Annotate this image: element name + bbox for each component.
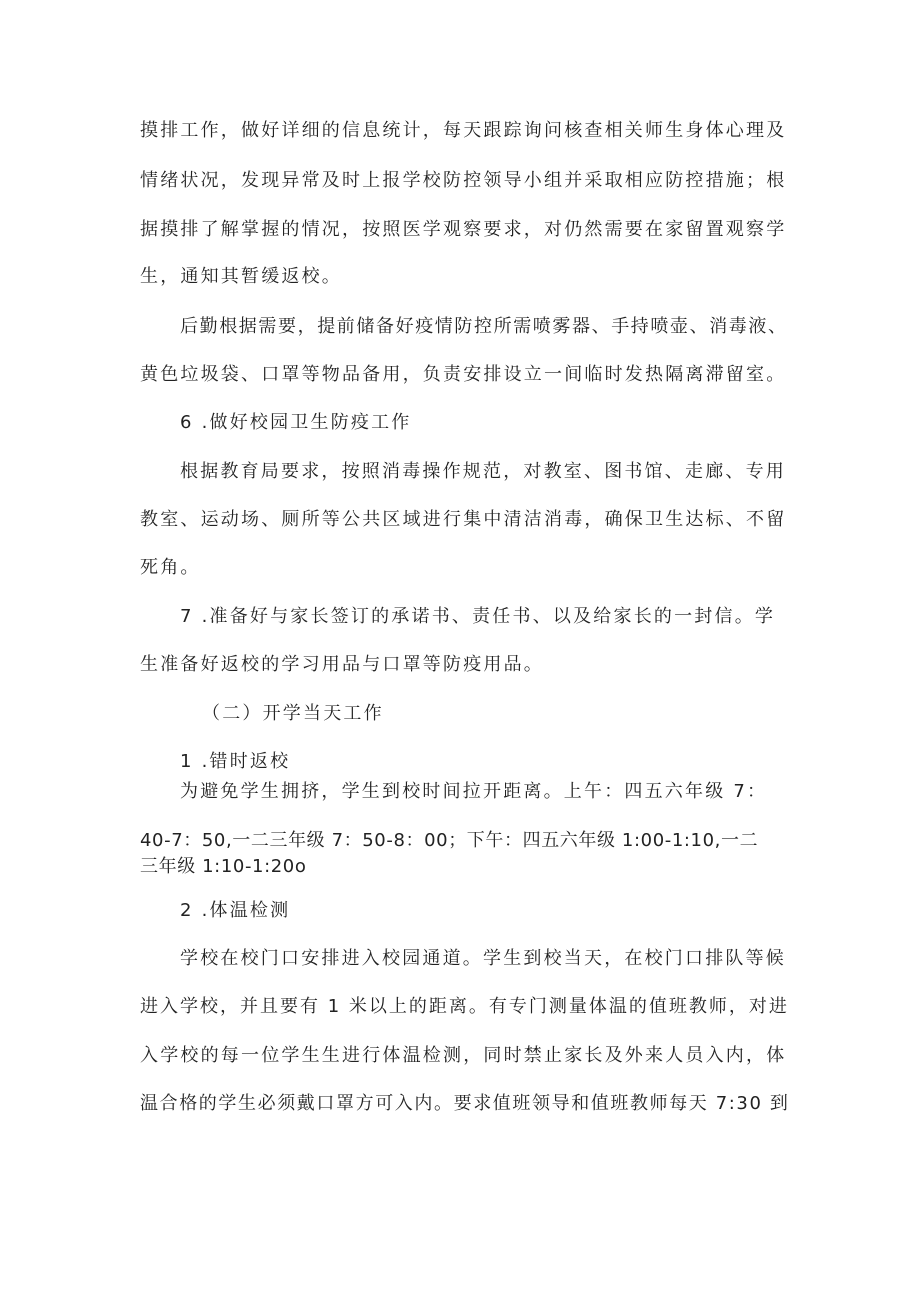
paragraph-line: 后勤根据需要，提前储备好疫情防控所需喷雾器、手持喷壶、消毒液、 <box>180 316 788 337</box>
section-heading: 1 .错时返校 <box>180 751 291 772</box>
paragraph-line: 黄色垃圾袋、口罩等物品备用，负责安排设立一间临时发热隔离滞留室。 <box>140 364 787 385</box>
paragraph-line: 温合格的学生必须戴口罩方可入内。要求值班领导和值班教师每天 7:30 到 <box>140 1093 790 1114</box>
paragraph-line: 死角。 <box>140 557 201 578</box>
paragraph-line: 7 .准备好与家长签订的承诺书、责任书、以及给家长的一封信。学 <box>180 606 776 627</box>
paragraph-line: 根据教育局要求，按照消毒操作规范，对教室、图书馆、走廊、专用 <box>180 461 786 482</box>
paragraph-line: 教室、运动场、厕所等公共区域进行集中清洁消毒，确保卫生达标、不留 <box>140 509 787 530</box>
section-heading: 6 .做好校园卫生防疫工作 <box>180 412 412 433</box>
paragraph-line: 摸排工作，做好详细的信息统计，每天跟踪询问核查相关师生身体心理及 <box>140 120 787 141</box>
paragraph-line: 进入学校，并且要有 1 米以上的距离。有专门测量体温的值班教师，对进 <box>140 996 789 1017</box>
paragraph-line: 据摸排了解掌握的情况，按照医学观察要求，对仍然需要在家留置观察学 <box>140 219 787 240</box>
paragraph-line: 学校在校门口安排进入校园通道。学生到校当天，在校门口排队等候 <box>180 948 786 969</box>
paragraph-line: 三年级 1:10-1:20o <box>140 856 307 877</box>
paragraph-line: 生，通知其暂缓返校。 <box>140 266 342 287</box>
paragraph-line: 入学校的每一位学生生进行体温检测，同时禁止家长及外来人员入内，体 <box>140 1045 787 1066</box>
paragraph-line: 为避免学生拥挤，学生到校时间拉开距离。上午：四五六年级 7： <box>180 781 768 802</box>
paragraph-line: 生准备好返校的学习用品与口罩等防疫用品。 <box>140 654 544 675</box>
paragraph-line: 情绪状况，发现异常及时上报学校防控领导小组并采取相应防控措施；根 <box>140 170 787 191</box>
paragraph-line: 40-7：50,一二三年级 7：50-8：00；下午：四五六年级 1:00-1:10,一二 <box>140 830 759 851</box>
section-heading: 2 .体温检测 <box>180 900 291 921</box>
section-heading: （二）开学当天工作 <box>202 703 384 724</box>
